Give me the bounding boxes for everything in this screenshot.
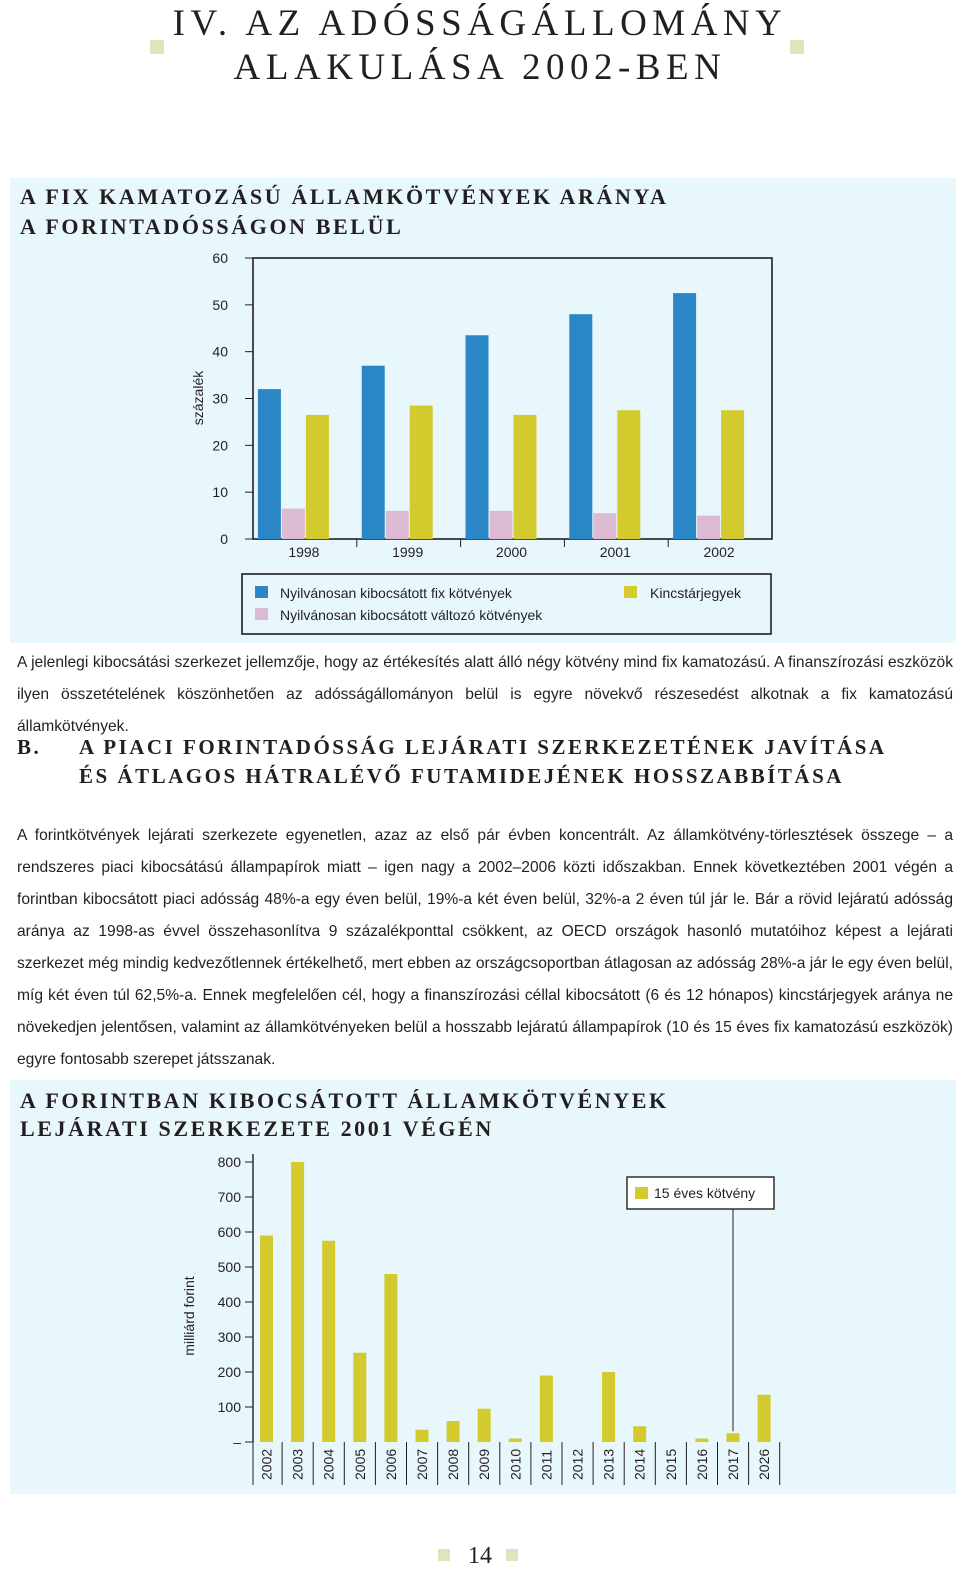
chart1-legend-label-3: Kincstárjegyek — [650, 585, 742, 601]
chart2-bar-2017 — [727, 1433, 740, 1442]
chart-panel-maturity-structure — [10, 1080, 956, 1494]
chart2-x-tick-label: 2004 — [320, 1448, 337, 1480]
chart1-x-tick-label: 1999 — [392, 544, 424, 560]
chart1-bar-2000-series-1 — [466, 335, 489, 539]
chart2-y-tick-label: 200 — [217, 1364, 241, 1380]
chart2-bar-2010 — [509, 1439, 522, 1443]
section-b-heading-line-1: A PIACI FORINTADÓSSÁG LEJÁRATI SZERKEZETÉNEK JAVÍTÁSA — [79, 735, 887, 759]
chart2-x-tick-label: 2009 — [476, 1448, 493, 1480]
chart1-bar-1999-series-1 — [362, 366, 385, 539]
section-b-letter: B. — [17, 735, 42, 759]
paragraph-fixed-rate: A jelenlegi kibocsátási szerkezet jellemzője, hogy az értékesítés alatt álló négy kötvény mind fix kamatozású. A finanszírozási eszközök ilyen összetételének köszönhetően az adósságállományon belül is egyre növekvő részesedést alkotnak a fix kamatozású államkötvények. — [17, 654, 953, 735]
chart2-x-tick-label: 2011 — [538, 1449, 555, 1480]
chart2-annotation-label: 15 éves kötvény — [654, 1185, 756, 1201]
chart2-y-tick-label: 700 — [217, 1189, 241, 1205]
chart2-x-tick-label: 2015 — [662, 1448, 679, 1480]
chart2-x-tick-label: 2005 — [351, 1448, 368, 1480]
chart1-legend-label-2: Nyilvánosan kibocsátott változó kötvények — [280, 607, 543, 623]
chart2-x-tick-label: 2003 — [289, 1448, 306, 1480]
chart2-x-tick-label: 2010 — [507, 1448, 524, 1480]
chart2-bar-2004 — [322, 1241, 335, 1442]
chart1-bar-2001-series-1 — [569, 314, 592, 539]
chart2-svg — [10, 1080, 956, 1494]
chart2-y-tick-label: 600 — [217, 1224, 241, 1240]
chart1-y-tick-label: 20 — [212, 437, 228, 454]
chart2-x-tick-label: 2017 — [725, 1448, 741, 1480]
chart1-y-tick-label: 50 — [212, 296, 228, 313]
chart2-x-tick-label: 2006 — [382, 1448, 399, 1480]
chart2-y-tick-label: 300 — [217, 1329, 241, 1345]
chart2-bar-2009 — [478, 1409, 491, 1442]
paragraph-maturity-structure: A forintkötvények lejárati szerkezete egyenetlen, azaz az első pár évben koncentrált. Az államkötvény-törlesztések összege – a rendszeres piaci kibocsátású állampapírok miatt – igen nagy a 2002–2006 közti időszakban. Ennek következtében 2001 végén a forintban kibocsátott piaci adósság 48%-a egy éven belül, 19%-a két éven belül, 32%-a 2 éven túl jár le. Bár a rövid lejáratú adósság aránya az 1998-as évvel összehasonlítva 9 százalékponttal csökkent, az OECD országok hasonló mutatóihoz képest a lejárati szerkezet még mindig kedvezőtlennek értékelhető, mert ebben az országcsoportban átlagosan az adósság 28%-a jár le egy éven belül, míg két éven túl 62,5%-a. Ennek megfelelően cél, hogy a finanszírozási céllal kibocsátott (6 és 12 hónapos) kincstárjegyek aránya ne növekedjen jelentősen, valamint az államkötvényeken belül a hosszabb lejáratú állampapírok (10 és 15 éves fix kamatozású eszközök) egyre fontosabb szerepet játsszanak. — [17, 827, 953, 1068]
chart1-bar-2002-series-3 — [721, 410, 744, 539]
chart1-bar-1998-series-3 — [306, 415, 329, 539]
chart1-legend-swatch-1 — [255, 586, 268, 598]
chart1-legend-swatch-3 — [624, 586, 637, 598]
chart2-y-tick-label-zero: – — [233, 1434, 241, 1450]
chart2-x-tick-label: 2007 — [414, 1448, 430, 1480]
chart2-bar-2026 — [758, 1395, 771, 1442]
chart2-y-axis-label: milliárd forint — [181, 1276, 197, 1356]
chart2-x-tick-label: 2012 — [569, 1448, 586, 1480]
chart2-x-tick-label: 2013 — [600, 1448, 617, 1480]
chart2-bar-2011 — [540, 1376, 553, 1443]
chart1-x-tick-label: 2001 — [599, 544, 631, 560]
chart1-title-line-2: A FORINTADÓSSÁGON BELÜL — [20, 214, 404, 239]
chart1-legend-swatch-2 — [255, 608, 268, 620]
page-number: 14 — [468, 1543, 492, 1569]
chart2-x-tick-label: 2016 — [693, 1448, 710, 1480]
chart2-bar-2005 — [353, 1353, 366, 1442]
chart1-x-tick-label: 1998 — [288, 544, 320, 560]
chart1-x-tick-label: 2002 — [703, 544, 735, 560]
chart-panel-fixed-rate-share — [10, 178, 956, 643]
chart1-bar-2000-series-3 — [514, 415, 537, 539]
section-b-heading-line-2: ÉS ÁTLAGOS HÁTRALÉVŐ FUTAMIDEJÉNEK HOSSZABBÍTÁSA — [79, 764, 844, 788]
chart1-y-tick-label: 60 — [212, 250, 228, 266]
chart1-y-tick-label: 30 — [212, 390, 228, 407]
chart2-bar-2006 — [384, 1274, 397, 1442]
chart1-bar-1998-series-2 — [282, 509, 305, 539]
chart1-svg — [10, 178, 956, 643]
chart1-legend-box — [242, 574, 771, 634]
chart2-title-line-2: LEJÁRATI SZERKEZETE 2001 VÉGÉN — [20, 1116, 494, 1141]
chart1-title-line-1: A FIX KAMATOZÁSÚ ÁLLAMKÖTVÉNYEK ARÁNYA — [20, 184, 669, 209]
chart1-y-tick-label: 10 — [212, 484, 228, 501]
chart2-title-line-1: A FORINTBAN KIBOCSÁTOTT ÁLLAMKÖTVÉNYEK — [20, 1088, 669, 1113]
chart1-bar-2002-series-2 — [697, 516, 720, 539]
chart2-annotation-swatch — [635, 1187, 648, 1199]
chart2-y-tick-label: 400 — [217, 1294, 241, 1310]
chart1-bar-1999-series-3 — [410, 406, 433, 539]
chart1-bar-2002-series-1 — [673, 293, 696, 539]
chart2-x-tick-label: 2014 — [631, 1448, 648, 1480]
chart2-x-tick-label: 2026 — [756, 1448, 773, 1480]
chart1-legend-label-1: Nyilvánosan kibocsátott fix kötvények — [280, 585, 512, 601]
chart1-bar-2001-series-2 — [593, 513, 616, 539]
chart2-bar-2007 — [416, 1430, 429, 1442]
chart2-bar-2016 — [695, 1439, 708, 1443]
chart1-y-tick-label: 40 — [212, 343, 228, 360]
page-title-line-1: IV. AZ ADÓSSÁGÁLLOMÁNY — [172, 3, 788, 44]
chart2-y-tick-label: 800 — [217, 1154, 241, 1170]
chart2-x-tick-label: 2008 — [445, 1448, 462, 1480]
chart1-bar-2000-series-2 — [490, 511, 513, 539]
chart1-bar-2001-series-3 — [617, 410, 640, 539]
chart1-x-tick-label: 2000 — [495, 544, 528, 560]
page-title-line-2: ALAKULÁSA 2002-BEN — [233, 47, 727, 88]
chart2-bar-2008 — [447, 1421, 460, 1442]
chart1-bar-1998-series-1 — [258, 389, 281, 539]
chart2-y-tick-label: 500 — [217, 1259, 241, 1275]
chart1-y-axis-label: százalék — [190, 370, 206, 426]
chart1-bar-1999-series-2 — [386, 511, 409, 539]
chart2-x-tick-label: 2002 — [258, 1448, 275, 1480]
chart2-bar-2003 — [291, 1162, 304, 1442]
chart2-bar-2014 — [633, 1426, 646, 1442]
chart2-y-tick-label: 100 — [217, 1399, 241, 1415]
chart2-bar-2013 — [602, 1372, 615, 1442]
chart1-y-tick-label: 0 — [220, 531, 228, 547]
chart2-bar-2002 — [260, 1236, 273, 1443]
